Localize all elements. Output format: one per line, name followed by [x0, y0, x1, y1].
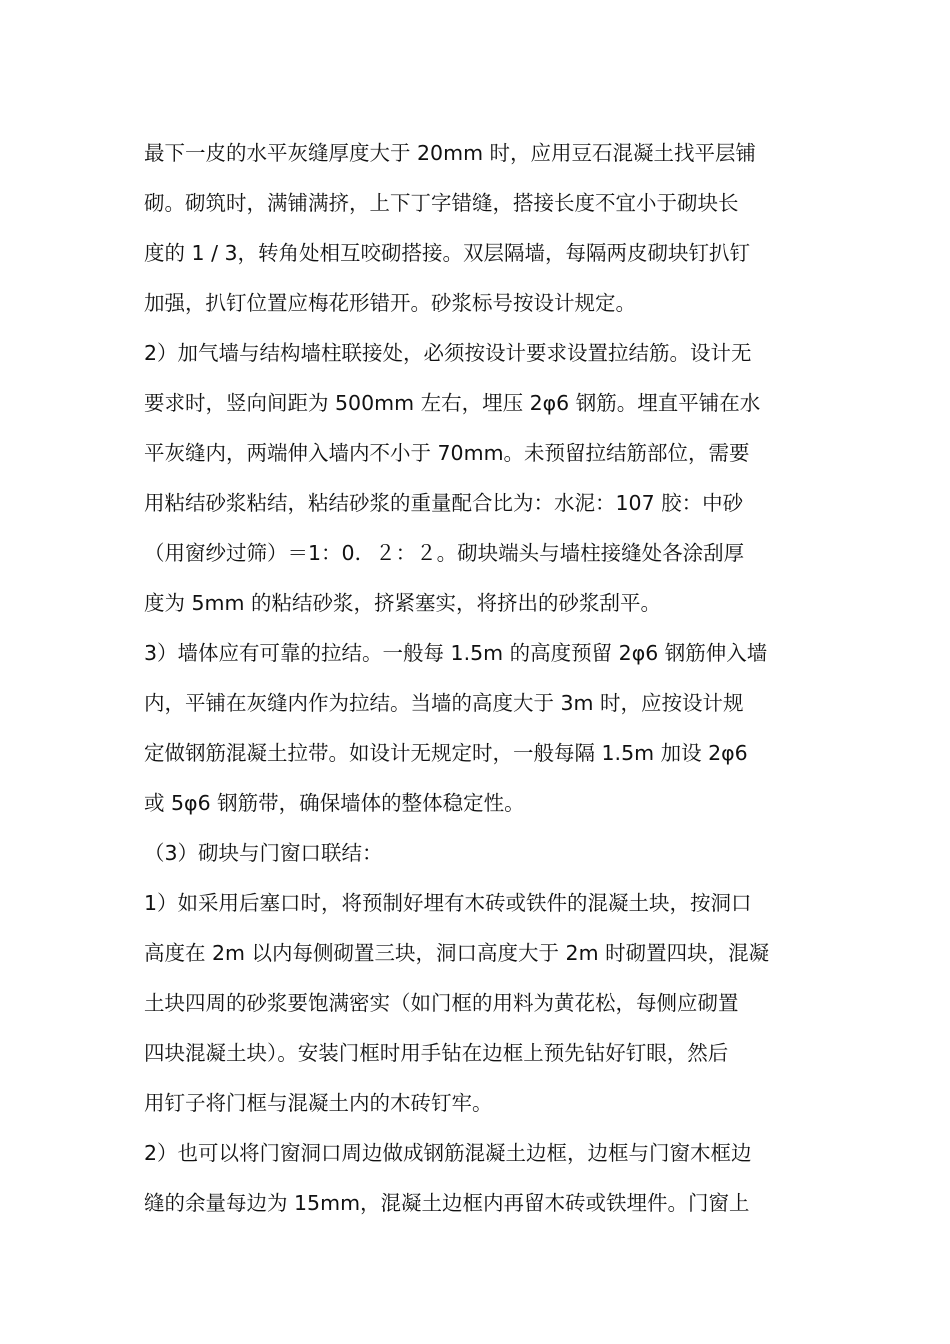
text-line: 或 5φ6 钢筋带，确保墙体的整体稳定性。 [144, 791, 525, 815]
text-line: 3）墙体应有可靠的拉结。一般每 1.5m 的高度预留 2φ6 钢筋伸入墙 [144, 641, 768, 665]
text-line: 高度在 2m 以内每侧砌置三块，洞口高度大于 2m 时砌置四块，混凝 [144, 941, 770, 965]
text-line: 平灰缝内，两端伸入墙内不小于 70mm。未预留拉结筋部位，需要 [144, 441, 750, 465]
section-heading: （3）砌块与门窗口联结： [144, 841, 383, 865]
text-line: （用窗纱过筛）＝1：0．２：２。砌块端头与墙柱接缝处各涂刮厚 [144, 541, 745, 565]
text-line: 定做钢筋混凝土拉带。如设计无规定时，一般每隔 1.5m 加设 2φ6 [144, 741, 748, 765]
text-line: 用钉子将门框与混凝土内的木砖钉牢。 [144, 1091, 493, 1115]
text-line: 四块混凝土块）。安装门框时用手钻在边框上预先钻好钉眼，然后 [144, 1041, 729, 1065]
text-line: 1）如采用后塞口时，将预制好埋有木砖或铁件的混凝土块，按洞口 [144, 891, 752, 915]
text-line: 内，平铺在灰缝内作为拉结。当墙的高度大于 3m 时，应按设计规 [144, 691, 744, 715]
body-text [144, 128, 824, 1228]
text-line: 度的 1 / 3，转角处相互咬砌搭接。双层隔墙，每隔两皮砌块钉扒钉 [144, 241, 751, 265]
text-line: 最下一皮的水平灰缝厚度大于 20mm 时，应用豆石混凝土找平层铺 [144, 141, 757, 165]
text-line: 缝的余量每边为 15mm，混凝土边框内再留木砖或铁埋件。门窗上 [144, 1191, 750, 1215]
text-line: 2）也可以将门窗洞口周边做成钢筋混凝土边框，边框与门窗木框边 [144, 1141, 752, 1165]
text-line: 加强，扒钉位置应梅花形错开。砂浆标号按设计规定。 [144, 291, 636, 315]
text-line: 2）加气墙与结构墙柱联接处，必须按设计要求设置拉结筋。设计无 [144, 341, 752, 365]
text-line: 土块四周的砂浆要饱满密实（如门框的用料为黄花松，每侧应砌置 [144, 991, 739, 1015]
text-line: 用粘结砂浆粘结，粘结砂浆的重量配合比为：水泥：107 胶：中砂 [144, 491, 744, 515]
text-line: 砌。砌筑时，满铺满挤，上下丁字错缝，搭接长度不宜小于砌块长 [144, 191, 739, 215]
text-line: 要求时，竖向间距为 500mm 左右，埋压 2φ6 钢筋。埋直平铺在水 [144, 391, 761, 415]
text-line: 度为 5mm 的粘结砂浆，挤紧塞实，将挤出的砂浆刮平。 [144, 591, 662, 615]
